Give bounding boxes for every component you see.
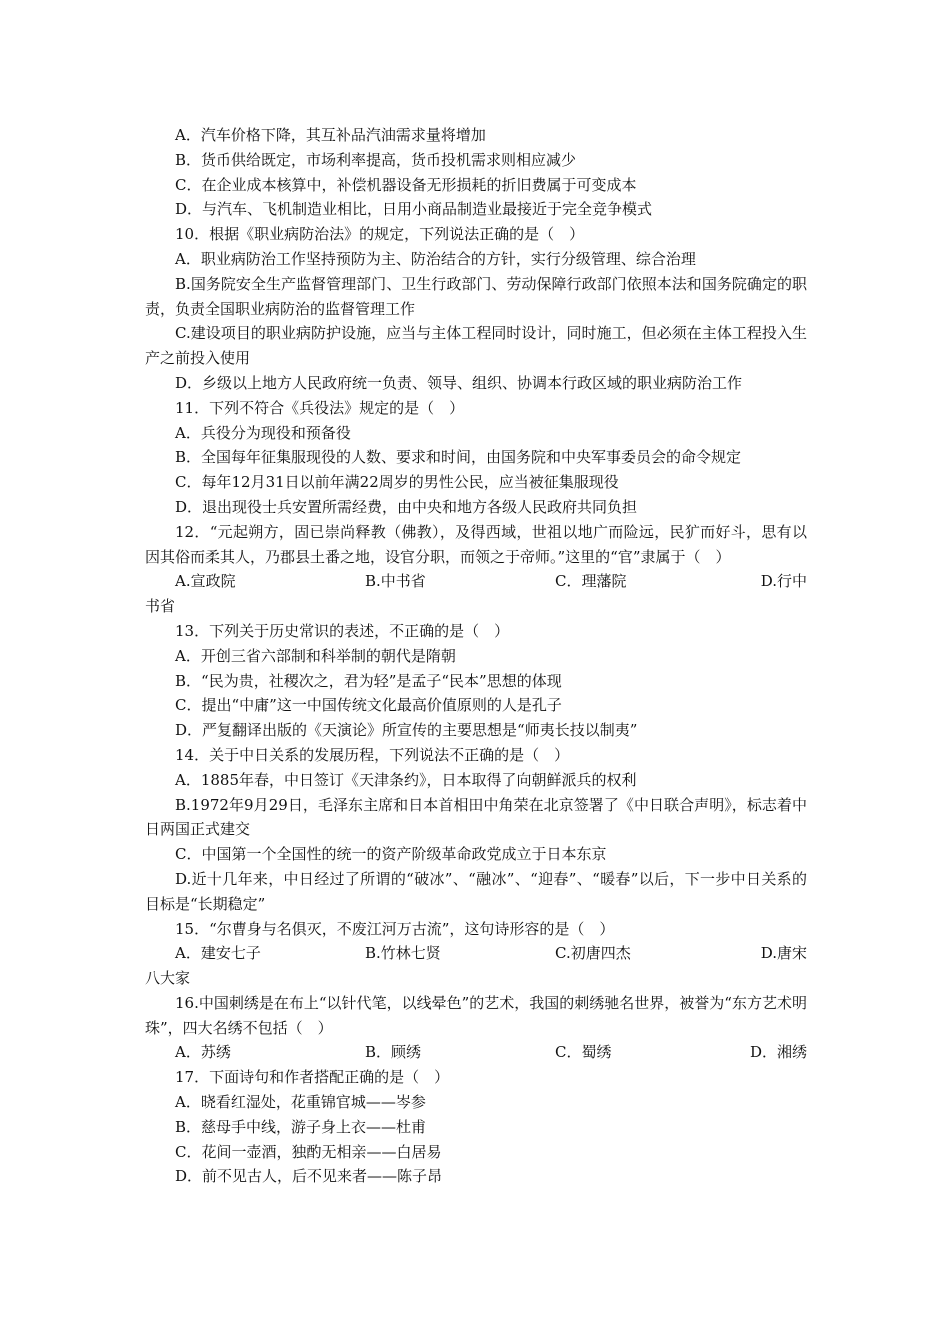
q15-option-b: B.竹林七贤: [365, 944, 441, 963]
q9-option-b: B．货币供给既定，市场利率提高，货币投机需求则相应减少: [175, 150, 577, 169]
q15-stem: 15．“尔曹身与名俱灭，不废江河万古流”，这句诗形容的是（ ）: [175, 919, 615, 938]
q11-option-b: B．全国每年征集服现役的人数、要求和时间，由国务院和中央军事委员会的命令规定: [175, 448, 742, 467]
q10-option-c: C.建设项目的职业病防护设施，应当与主体工程同时设计，同时施工，但必须在主体工程投入生产之前投入使用: [145, 324, 807, 368]
q12-option-d-continued: 书省: [145, 597, 176, 616]
q9-option-a: A．汽车价格下降，其互补品汽油需求量将增加: [175, 126, 486, 144]
q15-option-a: A．建安七子: [175, 944, 261, 963]
q17-stem: 17．下面诗句和作者搭配正确的是（ ）: [175, 1068, 450, 1087]
q16-option-c: C．蜀绣: [555, 1043, 612, 1062]
q10-option-d: D．乡级以上地方人民政府统一负责、领导、组织、协调本行政区域的职业病防治工作: [175, 373, 743, 392]
q17-option-b: B．慈母手中线，游子身上衣——杜甫: [175, 1117, 427, 1136]
q17-option-d: D．前不见古人，后不见来者——陈子昂: [175, 1167, 443, 1186]
q14-option-b: B.1972年9月29日，毛泽东主席和日本首相田中角荣在北京签署了《中日联合声明》，标志着中日两国正式建交: [145, 795, 807, 839]
q12-option-a: A.宣政院: [175, 572, 236, 591]
q9-option-c: C．在企业成本核算中，补偿机器设备无形损耗的折旧费属于可变成本: [175, 175, 637, 194]
q11-option-a: A．兵役分为现役和预备役: [175, 423, 351, 442]
q13-option-d: D．严复翻译出版的《天演论》所宣传的主要思想是“师夷长技以制夷”: [175, 721, 638, 740]
q16-option-a: A．苏绣: [175, 1043, 231, 1062]
q17-option-a: A．晓看红湿处，花重锦官城——岑参: [175, 1093, 426, 1112]
q13-option-b: B．“民为贵，社稷次之，君为轻”是孟子“民本”思想的体现: [175, 671, 562, 690]
question-list: [145, 123, 807, 1189]
q11-option-d: D．退出现役士兵安置所需经费，由中央和地方各级人民政府共同负担: [175, 497, 638, 516]
q10-option-a: A．职业病防治工作坚持预防为主、防治结合的方针，实行分级管理、综合治理: [175, 249, 696, 268]
q9-option-d: D．与汽车、飞机制造业相比，日用小商品制造业最接近于完全竞争模式: [175, 200, 653, 219]
q13-option-a: A．开创三省六部制和科举制的朝代是隋朝: [175, 646, 456, 665]
q16-stem: 16.中国刺绣是在布上“以针代笔，以线晕色”的艺术，我国的刺绣驰名世界，被誉为“东方艺术明珠”，四大名绣不包括（ ）: [145, 993, 807, 1037]
q11-stem: 11．下列不符合《兵役法》规定的是（ ）: [175, 398, 465, 417]
q13-stem: 13．下列关于历史常识的表述，不正确的是（ ）: [175, 621, 510, 640]
q15-option-d-continued: 八大家: [145, 969, 191, 988]
q12-options: [145, 569, 807, 594]
q15-option-c: C.初唐四杰: [555, 944, 631, 963]
q14-option-a: A．1885年春，中日签订《天津条约》，日本取得了向朝鲜派兵的权利: [175, 770, 637, 789]
q16-options: [145, 1040, 807, 1065]
q12-option-c: C．理藩院: [555, 572, 627, 591]
q12-stem: 12．“元起朔方，固已崇尚释教（佛教），及得西域，世祖以地广而险远，民犷而好斗，思有以因其俗而柔其人，乃郡县土番之地，设官分职，而领之于帝师。”这里的“官”隶属于（ ）: [145, 522, 807, 566]
q16-option-b: B．顾绣: [365, 1043, 422, 1062]
q14-option-d: D.近十几年来，中日经过了所谓的“破冰”、“融冰”、“迎春”、“暖春”以后，下一步中日关系的目标是“长期稳定”: [145, 869, 807, 913]
q15-options: [145, 941, 807, 966]
q14-option-c: C．中国第一个全国性的统一的资产阶级革命政党成立于日本东京: [175, 845, 607, 864]
q16-option-d: D．湘绣: [749, 1043, 807, 1062]
q12-option-d: D.行中: [760, 572, 807, 591]
q10-stem: 10．根据《职业病防治法》的规定，下列说法正确的是（ ）: [175, 225, 585, 244]
q13-option-c: C．提出“中庸”这一中国传统文化最高价值原则的人是孔子: [175, 696, 562, 715]
q17-option-c: C．花间一壶酒，独酌无相亲——白居易: [175, 1142, 442, 1161]
q11-option-c: C．每年12月31日以前年满22周岁的男性公民，应当被征集服现役: [175, 473, 619, 492]
q12-option-b: B.中书省: [365, 572, 426, 591]
q15-option-d: D.唐宋: [760, 944, 807, 963]
q14-stem: 14．关于中日关系的发展历程，下列说法不正确的是（ ）: [175, 745, 570, 764]
q10-option-b: B.国务院安全生产监督管理部门、卫生行政部门、劳动保障行政部门依照本法和国务院确定的职责，负责全国职业病防治的监督管理工作: [145, 274, 807, 318]
